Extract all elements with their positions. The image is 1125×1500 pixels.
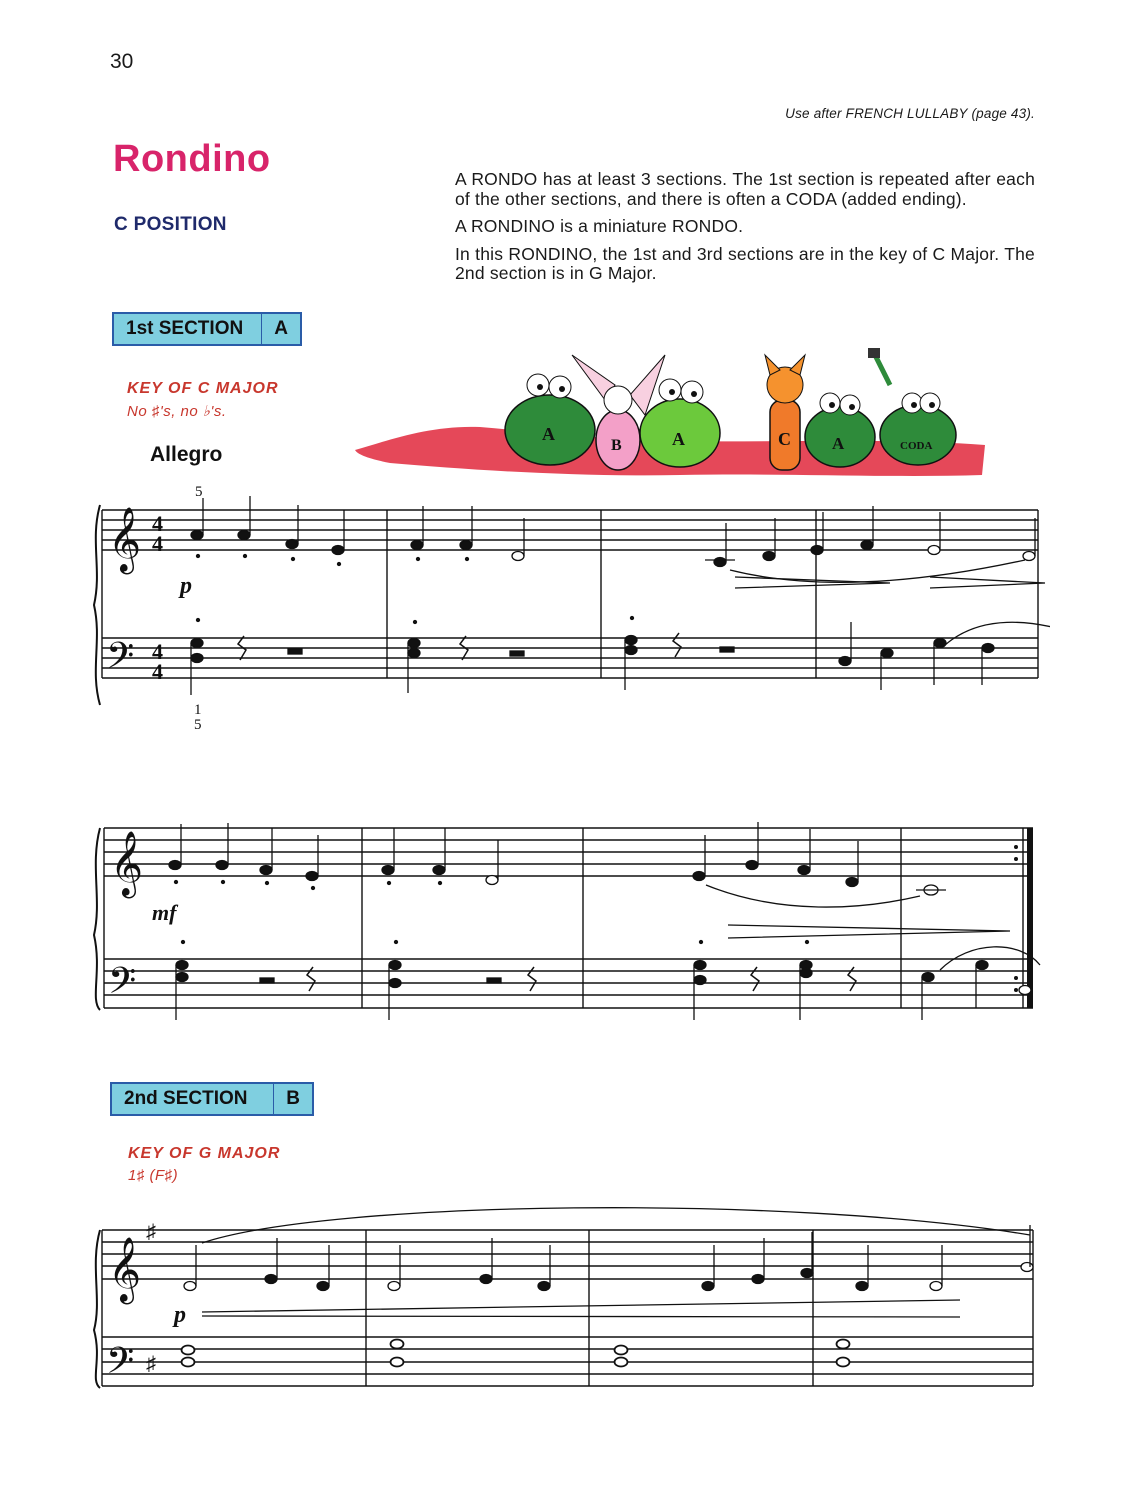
intro-paragraph: A RONDINO is a miniature RONDO. — [455, 216, 744, 236]
dynamic-marking: mf — [152, 900, 177, 925]
music-system-1 — [90, 470, 1050, 740]
piece-title: Rondino — [113, 138, 271, 180]
section-label: 1st SECTION — [126, 318, 244, 339]
music-system-2 — [90, 790, 1050, 1020]
hand-position: C POSITION — [114, 214, 227, 235]
tempo-marking: Allegro — [150, 443, 223, 466]
dynamic-marking: p — [180, 573, 192, 599]
fingering-bass: 5 — [194, 717, 202, 733]
svg-text:CODA: CODA — [900, 440, 933, 452]
svg-text:A: A — [672, 429, 685, 449]
cat-c-icon — [765, 355, 805, 470]
intro-paragraph: In this RONDINO, the 1st and 3rd sections are in the key of C Major. The 2nd section is in G Major. — [455, 243, 1035, 283]
treble-clef-icon: 𝄞 — [110, 833, 144, 895]
repeat-end-barline — [1027, 828, 1033, 1008]
key-info-1 — [127, 380, 279, 420]
intro-paragraph: A RONDO has at least 3 sections. The 1st section is repeated after each of the other sections, and there is often a CODA (added ending). — [455, 169, 1035, 209]
music-system-3 — [90, 1200, 1050, 1400]
fingering-bass: 1 — [194, 702, 202, 718]
section-letter: B — [273, 1084, 312, 1114]
key-accidentals: No ♯'s, no ♭'s. — [127, 403, 227, 420]
bass-clef-icon: 𝄢 — [106, 1341, 135, 1390]
svg-text:A: A — [542, 424, 555, 444]
svg-text:4: 4 — [152, 639, 163, 664]
section-letter: A — [261, 314, 300, 344]
key-info-2 — [128, 1145, 280, 1184]
key-title: KEY OF G MAJOR — [128, 1145, 281, 1162]
svg-text:4: 4 — [152, 659, 163, 684]
sharp-icon: ♯ — [146, 1221, 156, 1243]
svg-text:B: B — [611, 437, 622, 454]
section-badge-1 — [112, 312, 302, 346]
section-label: 2nd SECTION — [124, 1088, 248, 1109]
dynamic-marking: p — [174, 1302, 186, 1328]
bass-clef-icon: 𝄢 — [106, 636, 135, 685]
key-accidentals: 1♯ (F♯) — [128, 1167, 179, 1184]
svg-text:A: A — [832, 434, 845, 453]
svg-text:C: C — [778, 429, 791, 449]
time-signature: 4 — [152, 511, 163, 536]
svg-text:4: 4 — [152, 531, 163, 556]
section-badge-2 — [110, 1082, 314, 1116]
intro-text — [455, 170, 1035, 292]
use-after-note: Use after FRENCH LULLABY (page 43). — [785, 106, 1035, 121]
treble-clef-icon: 𝄞 — [108, 1239, 142, 1301]
treble-clef-icon: 𝄞 — [108, 509, 142, 571]
bass-clef-icon: 𝄢 — [108, 961, 137, 1010]
sharp-icon: ♯ — [146, 1353, 156, 1375]
frog-a-icon — [505, 374, 595, 465]
page-number: 30 — [110, 50, 134, 73]
fingering-treble: 5 — [195, 484, 203, 500]
frog-a-icon — [805, 393, 875, 467]
key-title: KEY OF C MAJOR — [127, 380, 279, 397]
rondo-characters-illustration — [350, 345, 990, 480]
